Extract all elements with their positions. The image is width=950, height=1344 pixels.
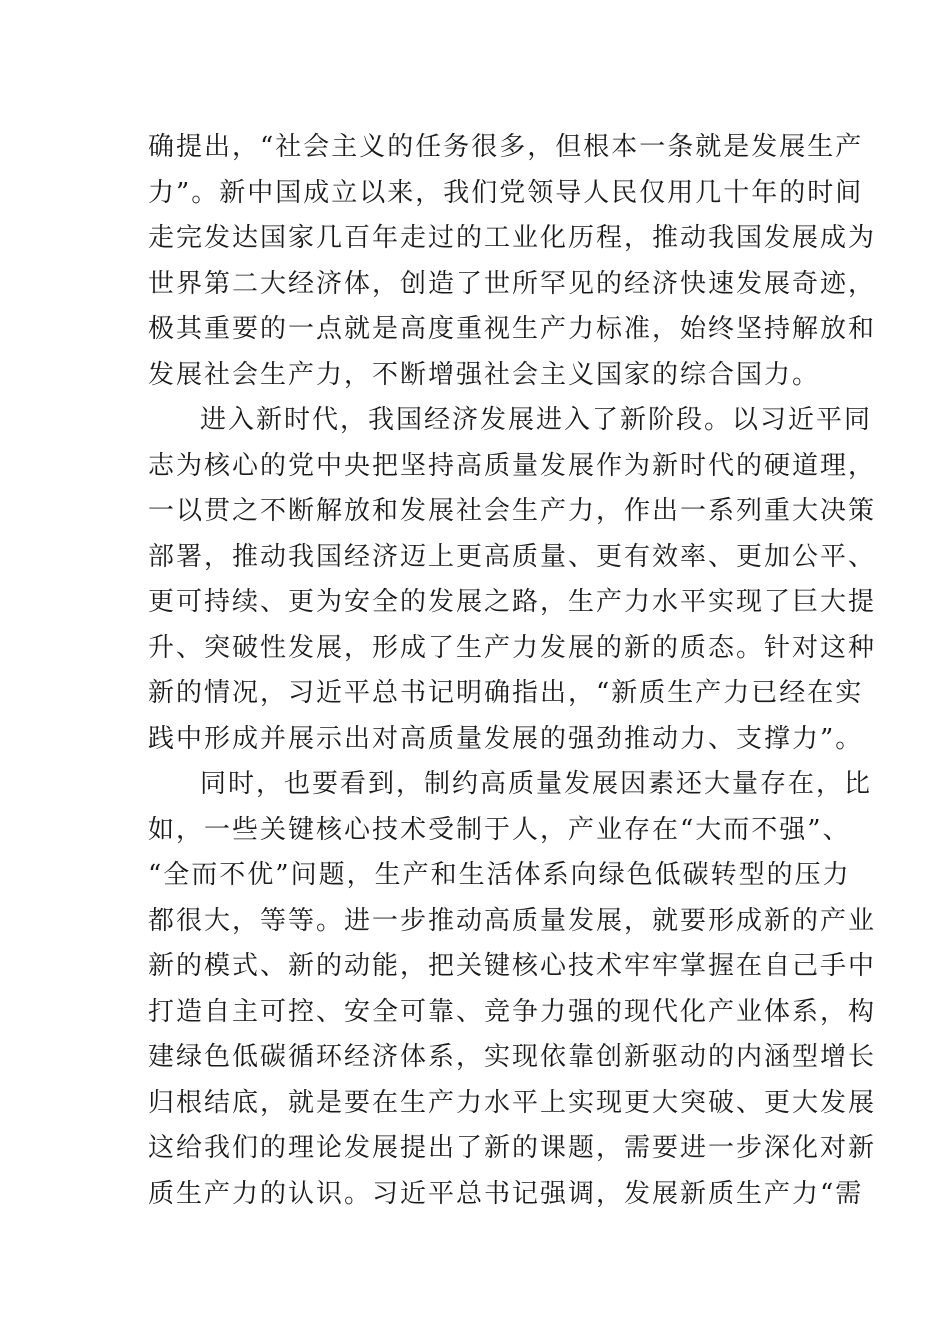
text-line: 同时，也要看到，制约高质量发展因素还大量存在，比 [200,769,873,799]
text-line: “全而不优”问题，生产和生活体系向绿色低碳转型的压力 [148,860,851,890]
text-line: 这给我们的理论发展提出了新的课题，需要进一步深化对新 [148,1133,877,1163]
text-line: 一以贯之不断解放和发展社会生产力，作出一系列重大决策 [148,496,877,526]
text-line: 走完发达国家几百年走过的工业化历程，推动我国发展成为 [148,223,877,253]
paragraph [148,762,877,1217]
text-line: 更可持续、更为安全的发展之路，生产力水平实现了巨大提 [148,587,877,617]
text-line: 新的情况，习近平总书记明确指出，“新质生产力已经在实 [148,678,864,708]
text-line: 世界第二大经济体，创造了世所罕见的经济快速发展奇迹， [148,268,877,299]
text-line: 新的模式、新的动能，把关键核心技术牢牢掌握在自己手中 [148,951,877,981]
text-line: 归根结底，就是要在生产力水平上实现更大突破、更大发展 [148,1087,877,1118]
text-line: 力”。新中国成立以来，我们党领导人民仅用几十年的时间 [148,177,864,208]
text-line: 践中形成并展示出对高质量发展的强劲推动力、支撑力”。 [148,723,864,754]
paragraph [148,125,877,398]
paragraph [148,398,877,762]
text-line: 志为核心的党中央把坚持高质量发展作为新时代的硬道理， [148,450,877,481]
text-line: 升、突破性发展，形成了生产力发展的新的质态。针对这种 [148,632,877,663]
text-line: 确提出，“社会主义的任务很多，但根本一条就是发展生产 [148,132,864,162]
document-body [148,125,877,1217]
text-line: 质生产力的认识。习近平总书记强调，发展新质生产力“需 [148,1178,864,1209]
text-line: 极其重要的一点就是高度重视生产力标准，始终坚持解放和 [148,314,877,344]
text-line: 部署，推动我国经济迈上更高质量、更有效率、更加公平、 [148,541,877,572]
text-line: 打造自主可控、安全可靠、竞争力强的现代化产业体系，构 [148,996,877,1027]
text-line: 如，一些关键核心技术受制于人，产业存在“大而不强”、 [148,814,851,845]
text-line: 都很大，等等。进一步推动高质量发展，就要形成新的产业 [148,905,877,936]
text-line: 进入新时代，我国经济发展进入了新阶段。以习近平同 [200,405,873,435]
text-line: 发展社会生产力，不断增强社会主义国家的综合国力。 [148,359,821,390]
text-line: 建绿色低碳循环经济体系，实现依靠创新驱动的内涵型增长 [148,1042,877,1072]
